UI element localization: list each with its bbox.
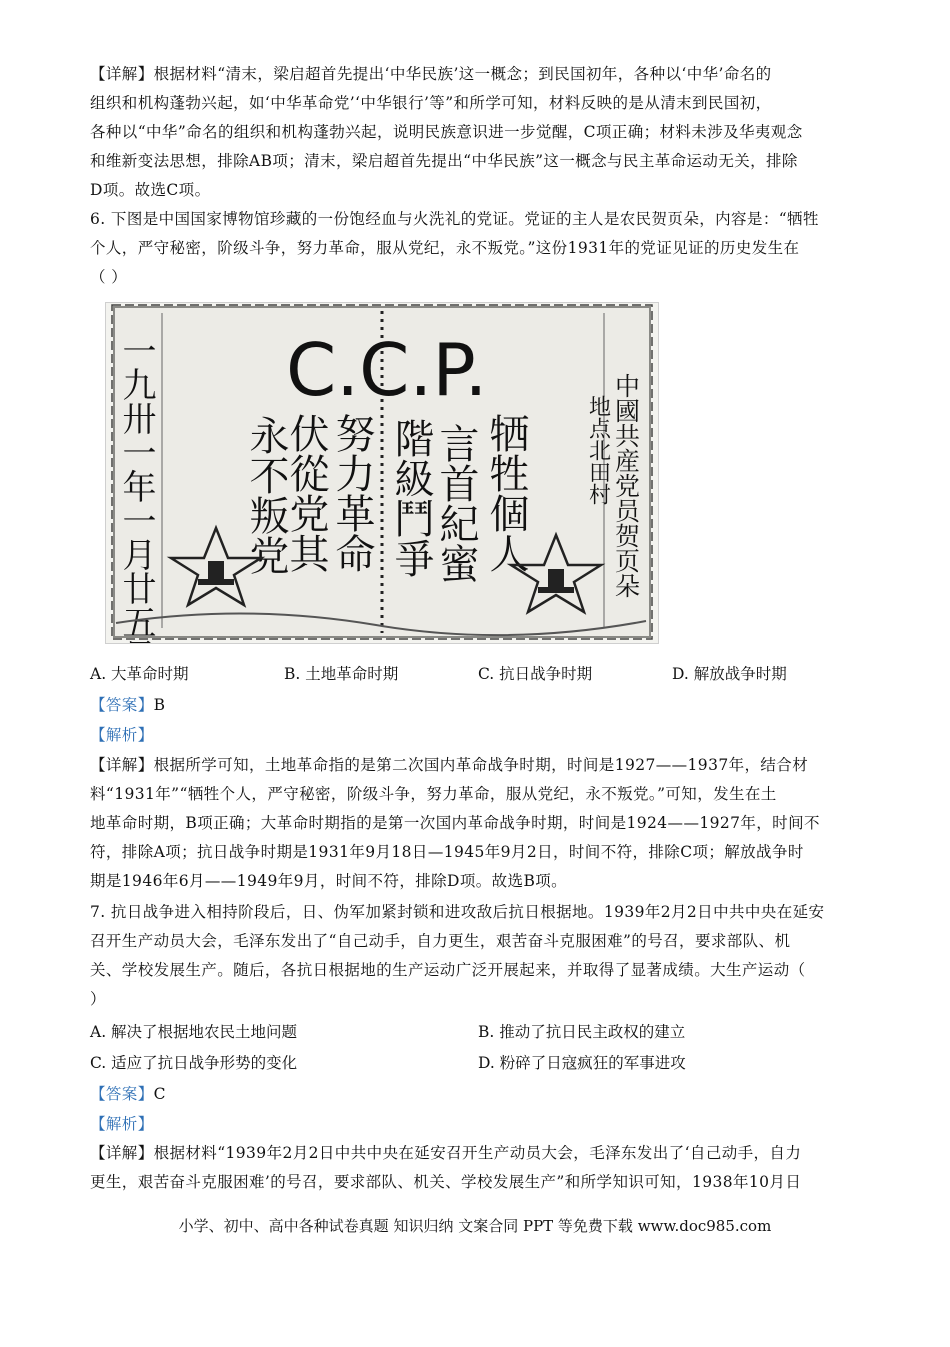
q6-stem-line: 个人，严守秘密，阶级斗争，努力革命，服从党纪，永不叛党。”这份1931年的党证见证的历史发生在 [90,239,800,257]
q6-option-c: C. 抗日战争时期 [478,665,593,683]
q7-analysis-tag: 【解析】 [90,1115,154,1133]
answer-tag: 【答案】 [90,1085,154,1103]
q7-stem-line: ） [90,990,106,1008]
q5-detail-line: 【详解】根据材料“清末，梁启超首先提出‘中华民族’这一概念；到民国初年，各种以‘中华’命名的 [90,65,772,83]
q6-option-a: A. 大革命时期 [90,665,189,683]
oath-column: 伏從党其 [283,413,329,573]
q7-stem-line: 7. 抗日战争进入相持阶段后，日、伪军加紧封锁和进攻敌后抗日根据地。1939年2月2日中共中央在延安 [90,903,825,921]
card-date: 一九卅一年一月廿五号 [116,333,156,643]
q5-detail-line: 组织和机构蓬勃兴起，如‘中华革命党’‘中华银行’等”和所学可知，材料反映的是从清末到民国初， [90,94,772,112]
answer-value: C [153,1085,166,1103]
answer-tag: 【答案】 [90,696,154,714]
q6-detail-line: 料“1931年”“牺牲个人，严守秘密，阶级斗争，努力革命，服从党纪，永不叛党。”可知，发生在土 [90,785,777,803]
q6-option-d: D. 解放战争时期 [672,665,787,683]
q5-detail-line: 各种以“中华”命名的组织和机构蓬勃兴起，说明民族意识进一步觉醒，C项正确；材料未涉及华夷观念 [90,123,803,141]
oath-column: 言首紀蜜 [433,423,479,583]
q7-option-b: B. 推动了抗日民主政权的建立 [478,1023,686,1041]
page-footer: 小学、初中、高中各种试卷真题 知识归纳 文案合同 PPT 等免费下载 www.doc985.com [178,1217,772,1235]
q6-stem-line: （ ） [90,268,128,286]
q7-stem-line: 关、学校发展生产。随后，各抗日根据地的生产运动广泛开展起来，并取得了显著成绩。大生产运动（ [90,961,806,979]
q5-detail-line: D项。故选C项。 [90,181,211,199]
ccp-heading: C.C.P. [286,328,488,412]
q7-option-a: A. 解决了根据地农民土地问题 [90,1023,298,1041]
q6-detail-line: 符，排除A项；抗日战争时期是1931年9月18日—1945年9月2日，时间不符，排除C项；解放战争时 [90,843,804,861]
q5-detail-line: 和维新变法思想，排除AB项；清末，梁启超首先提出“中华民族”这一概念与民主革命运动无关，排除 [90,152,798,170]
q7-option-c: C. 适应了抗日战争形势的变化 [90,1054,298,1072]
q6-option-b: B. 土地革命时期 [284,665,399,683]
q7-answer [90,1083,865,1105]
q7-option-d: D. 粉碎了日寇疯狂的军事进攻 [478,1054,686,1072]
party-card-photo [105,302,659,644]
member-location: 地点北田村 [585,395,611,505]
q6-detail-line: 【详解】根据所学可知，土地革命指的是第二次国内革命战争时期，时间是1927——1937年，结合材 [90,756,809,774]
answer-value: B [153,696,166,714]
q7-detail-line: 【详解】根据材料“1939年2月2日中共中央在延安召开生产动员大会，毛泽东发出了‘自己动手，自力 [90,1144,802,1162]
member-name: 中國共産党员贺页朵 [611,373,641,598]
q7-stem-line: 召开生产动员大会，毛泽东发出了“自己动手，自力更生，艰苦奋斗克服困难”的号召，要求部队、机 [90,932,791,950]
q6-detail-line: 期是1946年6月——1949年9月，时间不符，排除D项。故选B项。 [90,872,568,890]
oath-column: 階級鬥爭 [388,418,434,578]
oath-column: 永不叛党 [243,415,289,575]
oath-column: 努力革命 [329,413,375,573]
oath-column: 牺牲個人 [483,413,529,573]
q7-detail-line: 更生，艰苦奋斗克服困难’的号召，要求部队、机关、学校发展生产”和所学知识可知，1938年10月日 [90,1173,802,1191]
q6-analysis-tag: 【解析】 [90,726,154,744]
q6-answer [90,694,865,716]
q6-stem-line: 6. 下图是中国国家博物馆珍藏的一份饱经血与火洗礼的党证。党证的主人是农民贺页朵，内容是：“牺牲 [90,210,819,228]
party-card-illustration [106,303,658,643]
q6-detail-line: 地革命时期，B项正确；大革命时期指的是第一次国内革命战争时期，时间是1924——1927年，时间不 [90,814,820,832]
